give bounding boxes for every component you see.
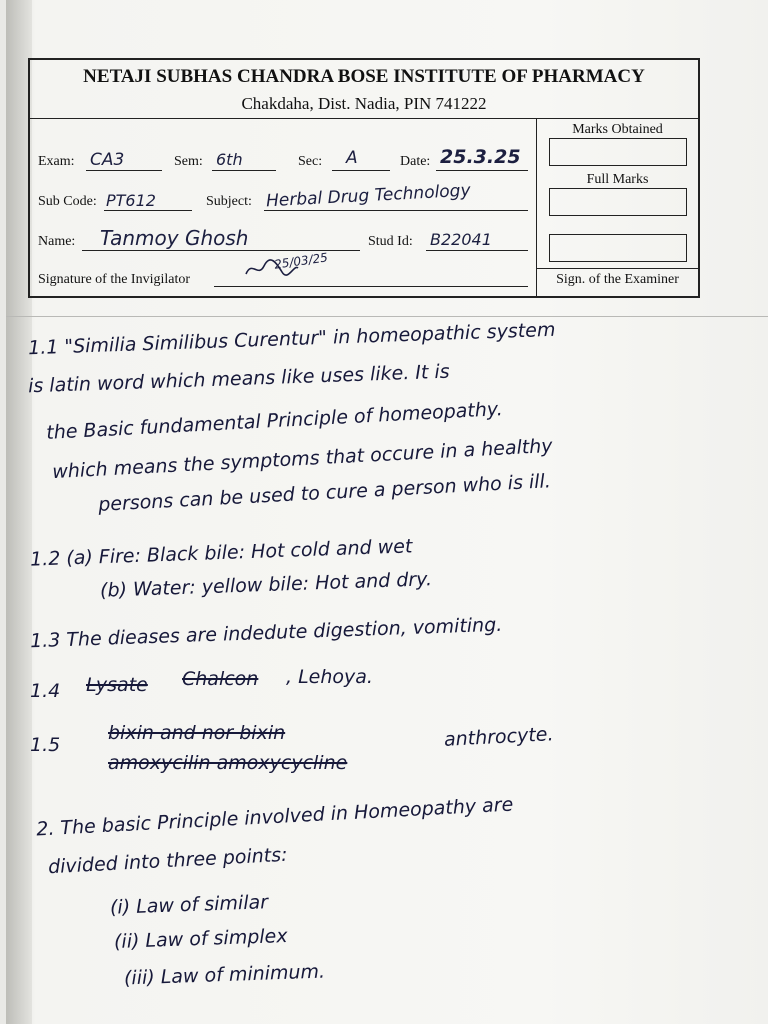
- subject-line: [264, 210, 528, 211]
- answer-line: (b) Water: yellow bile: Hot and dry.: [99, 568, 433, 602]
- examiner-divider: [537, 268, 698, 269]
- stud-id-line: [426, 250, 528, 251]
- invigilator-line: [214, 286, 528, 287]
- sub-code-line: [104, 210, 192, 211]
- sec-label: Sec:: [298, 154, 323, 169]
- answer-line: persons can be used to cure a person who is ill.: [97, 470, 552, 516]
- sem-line: [212, 170, 276, 171]
- answer-line: divided into three points:: [47, 843, 289, 879]
- sec-value: A: [346, 148, 358, 168]
- full-marks-label: Full Marks: [586, 172, 649, 187]
- institute-name: NETAJI SUBHAS CHANDRA BOSE INSTITUTE OF PHARMACY: [83, 66, 645, 87]
- sub-code-label: Sub Code:: [38, 194, 97, 209]
- sub-code-value: PT612: [106, 191, 156, 210]
- sem-value: 6th: [216, 150, 243, 169]
- subject-value: Herbal Drug Technology: [265, 180, 472, 212]
- marks-obtained-label: Marks Obtained: [572, 122, 663, 137]
- sign-examiner-label: Sign. of the Examiner: [556, 272, 679, 287]
- answer-line: which means the symptoms that occure in a healthy: [51, 434, 554, 484]
- exam-line: [86, 170, 162, 171]
- struck-text: Lysate: [86, 674, 148, 696]
- exam-label: Exam:: [38, 154, 75, 169]
- marks-column: [536, 118, 698, 296]
- answer-line: 2. The basic Principle involved in Homeopathy are: [35, 793, 514, 841]
- answer-line: the Basic fundamental Principle of homeopathy.: [45, 398, 504, 444]
- sem-label: Sem:: [174, 154, 203, 169]
- sec-line: [332, 170, 390, 171]
- invigilator-date: 25/03/25: [273, 250, 329, 272]
- answer-line: 1.1 "Similia Similibus Curentur" in homeopathic system: [27, 318, 556, 360]
- struck-text: bixin and nor bixin: [108, 722, 286, 744]
- stud-id-label: Stud Id:: [368, 234, 413, 249]
- answer-line-number: 1.5: [30, 734, 61, 756]
- struck-text: amoxycilin amoxycycline: [108, 752, 348, 774]
- subject-label: Subject:: [206, 194, 252, 209]
- answer-line: (iii) Law of minimum.: [123, 960, 326, 990]
- marks-obtained-box: [549, 138, 687, 166]
- date-label: Date:: [400, 154, 431, 169]
- invigilator-label: Signature of the Invigilator: [38, 272, 191, 287]
- answer-line: (ii) Law of simplex: [113, 924, 288, 954]
- exam-value: CA3: [90, 150, 125, 170]
- page-margin-line: [6, 316, 768, 317]
- examiner-sign-box: [549, 234, 687, 262]
- answer-line: (i) Law of similar: [109, 891, 269, 919]
- date-line: [436, 170, 528, 171]
- answer-line-number: 1.4: [30, 680, 61, 702]
- full-marks-box: [549, 188, 687, 216]
- name-label: Name:: [38, 234, 76, 249]
- date-value: 25.3.25: [440, 146, 521, 168]
- name-value: Tanmoy Ghosh: [100, 226, 249, 250]
- answer-sheet: [6, 0, 768, 1024]
- answer-line: is latin word which means like uses like. It is: [27, 360, 450, 398]
- answer-line: anthrocyte.: [443, 723, 554, 751]
- institute-address: Chakdaha, Dist. Nadia, PIN 741222: [241, 94, 487, 113]
- stud-id-value: B22041: [430, 230, 492, 249]
- exam-header-box: [28, 58, 700, 298]
- answer-line: 1.2 (a) Fire: Black bile: Hot cold and wet: [29, 535, 413, 571]
- answer-line: 1.3 The dieases are indedute digestion, vomiting.: [29, 613, 503, 653]
- answer-line: , Lehoya.: [286, 666, 373, 688]
- struck-text: Chalcon: [182, 668, 259, 690]
